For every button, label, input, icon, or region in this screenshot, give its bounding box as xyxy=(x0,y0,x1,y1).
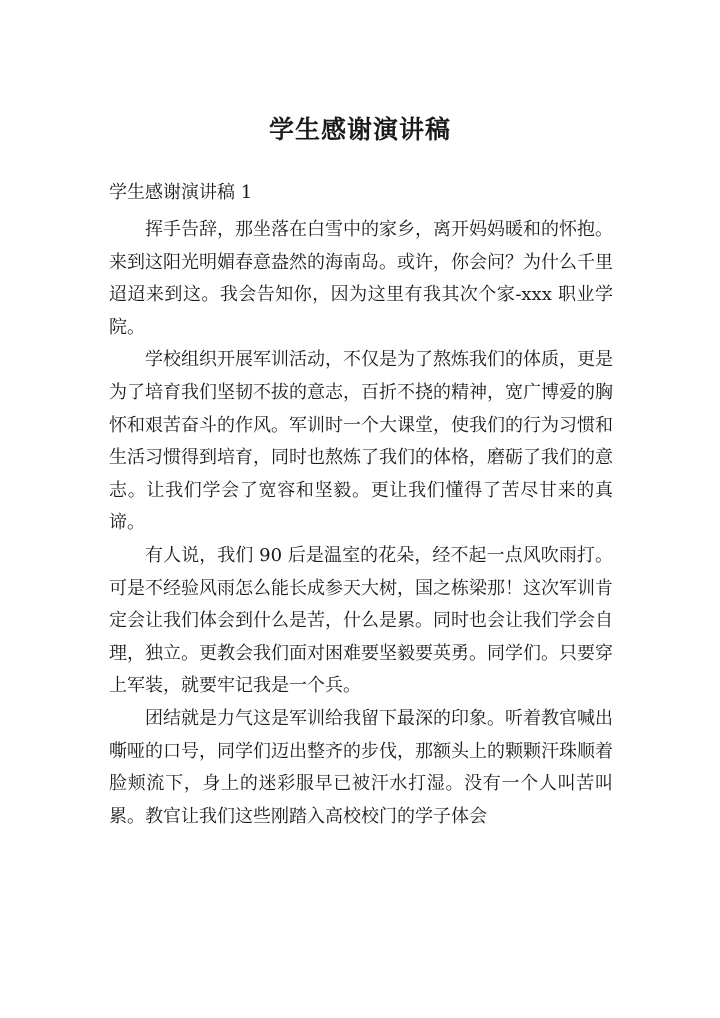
document-subtitle: 学生感谢演讲稿 1 xyxy=(109,182,253,203)
paragraph-1: 挥手告辞，那坐落在白雪中的家乡，离开妈妈暖和的怀抱。来到这阳光明媚春意盎然的海南岛。或许，你会问？为什么千里迢迢来到这。我会告知你，因为这里有我其次个家-xxx 职业学院。 xyxy=(109,219,613,338)
paragraph-2: 学校组织开展军训活动，不仅是为了熬炼我们的体质，更是为了培育我们坚韧不拔的意志，百折不挠的精神，宽广博爱的胸怀和艰苦奋斗的作风。军训时一个大课堂，使我们的行为习惯和生活习惯得到培育，同时也熬炼了我们的体格，磨砺了我们的意志。让我们学会了宽容和坚毅。更让我们懂得了苦尽甘来的真谛。 xyxy=(109,349,613,534)
document-title: 学生感谢演讲稿 xyxy=(268,115,451,144)
document-body xyxy=(109,214,613,833)
paragraph-3: 有人说，我们 90 后是温室的花朵，经不起一点风吹雨打。可是不经验风雨怎么能长成参天大树，国之栋梁那！这次军训肯定会让我们体会到什么是苦，什么是累。同时也会让我们学会自理，独立。更教会我们面对困难要坚毅要英勇。同学们。只要穿上军装，就要牢记我是一个兵。 xyxy=(109,544,613,697)
paragraph-4: 团结就是力气这是军训给我留下最深的印象。听着教官喊出嘶哑的口号，同学们迈出整齐的步伐，那额头上的颗颗汗珠顺着脸颊流下，身上的迷彩服早已被汗水打湿。没有一个人叫苦叫累。教官让我们这些刚踏入高校校门的学子体会 xyxy=(109,707,613,827)
